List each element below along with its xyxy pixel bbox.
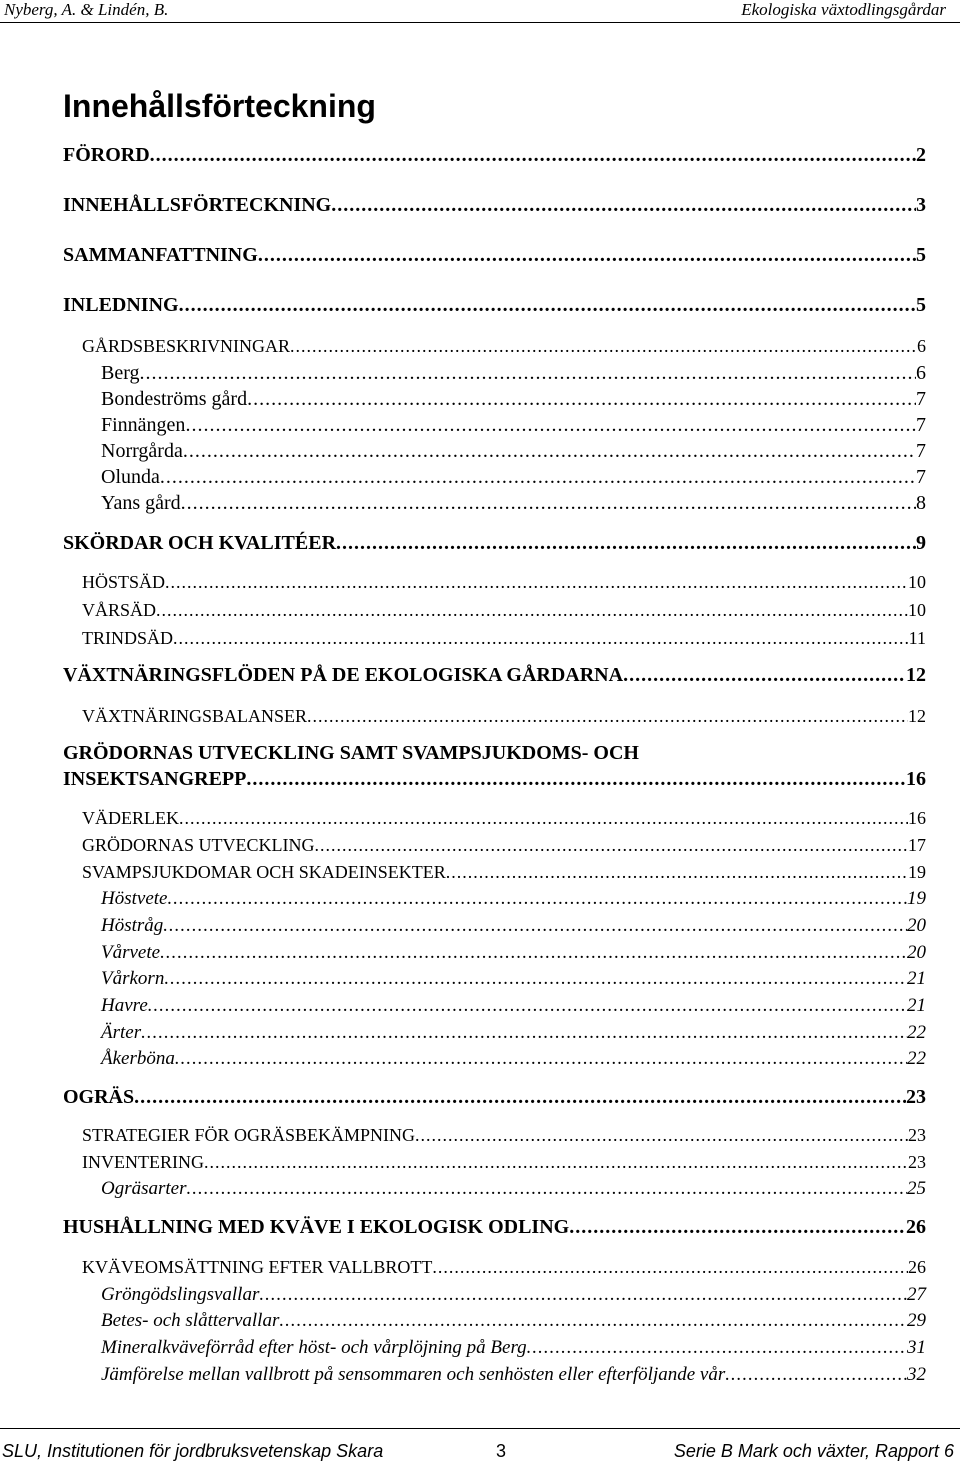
toc-entry-text: Mineralkväveförråd efter höst- och vårplöjning på Berg — [101, 1337, 527, 1358]
toc-entry[interactable] — [101, 942, 926, 970]
toc-leader — [140, 362, 916, 385]
toc-entry[interactable] — [63, 294, 926, 322]
toc-leader — [150, 144, 916, 167]
toc-page-number: 7 — [916, 440, 926, 462]
toc-entry[interactable] — [82, 600, 926, 628]
toc-page-number: 7 — [916, 388, 926, 410]
toc-entry[interactable] — [82, 628, 926, 656]
toc-entry-text: VÄXTNÄRINGSFLÖDEN PÅ DE EKOLOGISKA GÅRDARNA — [63, 664, 624, 686]
toc-entry[interactable] — [82, 1152, 926, 1180]
toc-entry[interactable] — [82, 1125, 926, 1153]
toc-entry[interactable] — [101, 915, 926, 943]
toc-leader — [290, 336, 917, 357]
toc-leader — [315, 835, 909, 856]
toc-page-number: 26 — [908, 1257, 926, 1277]
toc-page-number: 9 — [916, 532, 926, 554]
toc-page-number: 7 — [916, 466, 926, 488]
toc-leader — [173, 628, 909, 649]
toc-page-number: 27 — [907, 1284, 926, 1305]
toc-leader — [160, 942, 907, 964]
toc-page-number: 31 — [907, 1337, 926, 1358]
toc-entry-text: Vårvete — [101, 942, 161, 963]
toc-leader — [204, 1152, 908, 1173]
toc-entry-text: Bondeströms gård — [101, 388, 248, 410]
toc-entry-text: INNEHÅLLSFÖRTECKNING — [63, 194, 332, 216]
toc-entry-text: OGRÄS — [63, 1086, 135, 1108]
toc-page-number: 3 — [916, 194, 926, 216]
toc-leader — [134, 1086, 906, 1109]
toc-entry-text: Norrgårda — [101, 440, 183, 462]
toc-page-number: 8 — [916, 492, 926, 514]
toc-leader — [179, 294, 916, 317]
toc-page-number: 7 — [916, 414, 926, 436]
toc-entry-text: Ogräsarter — [101, 1178, 187, 1199]
toc-leader — [156, 600, 908, 621]
footer-institution: SLU, Institutionen för jordbruksvetenskap Skara — [2, 1441, 384, 1461]
toc-entry[interactable] — [63, 244, 926, 272]
toc-page-number: 19 — [908, 862, 926, 882]
toc-entry-text: Havre — [101, 995, 148, 1016]
toc-page-number: 16 — [906, 768, 926, 790]
toc-entry[interactable] — [63, 664, 926, 692]
toc-entry-text: Höstvete — [101, 888, 168, 909]
toc-entry[interactable] — [63, 194, 926, 222]
toc-entry[interactable] — [101, 492, 926, 520]
toc-page-number: 22 — [907, 1048, 926, 1069]
toc-entry-text: Jämförelse mellan vallbrott på sensommaren och senhösten eller efterföljande vår — [101, 1364, 726, 1385]
toc-page-number: 12 — [906, 664, 926, 686]
toc-page-number: 5 — [916, 294, 926, 316]
toc-entry-text: GÅRDSBESKRIVNINGAR — [82, 336, 291, 356]
toc-entry[interactable] — [101, 466, 926, 494]
toc-entry-text: Yans gård — [101, 492, 181, 514]
toc-leader — [160, 466, 916, 489]
toc-entry-wrapped-line[interactable]: GRÖDORNAS UTVECKLING SAMT SVAMPSJUKDOMS- OCH — [63, 742, 639, 764]
toc-page-number: 22 — [907, 1022, 926, 1043]
toc-entry-text: SAMMANFATTNING — [63, 244, 258, 266]
toc-leader — [187, 1178, 907, 1200]
toc-entry[interactable] — [63, 532, 926, 560]
toc-leader — [163, 915, 907, 937]
toc-entry[interactable] — [101, 968, 926, 996]
toc-page-number: 2 — [916, 144, 926, 166]
toc-entry-text: Gröngödslingsvallar — [101, 1284, 260, 1305]
toc-leader — [247, 388, 916, 411]
toc-page-number: 23 — [906, 1086, 926, 1108]
toc-entry-text: HUSHÅLLNING MED KVÄVE I EKOLOGISK ODLING — [63, 1216, 570, 1238]
toc-page-number: 25 — [907, 1178, 926, 1199]
toc-page-number: 10 — [908, 572, 926, 592]
toc-page-number: 6 — [917, 336, 926, 356]
toc-page-number: 23 — [908, 1125, 926, 1145]
toc-entry[interactable] — [82, 1257, 926, 1285]
toc-entry-text: Höstråg — [101, 915, 164, 936]
toc-page-number: 6 — [916, 362, 926, 384]
toc-entry[interactable] — [101, 1178, 926, 1206]
toc-entry[interactable] — [82, 808, 926, 836]
toc-entry[interactable] — [82, 862, 926, 890]
toc-entry-text: FÖRORD — [63, 144, 150, 166]
toc-leader — [527, 1337, 907, 1359]
toc-entry[interactable] — [82, 572, 926, 600]
toc-entry-text: INSEKTSANGREPP — [63, 768, 247, 790]
toc-entry[interactable] — [82, 835, 926, 863]
toc-entry-text: VÄDERLEK — [82, 808, 179, 828]
toc-entry[interactable] — [101, 414, 926, 442]
toc-entry[interactable] — [63, 1216, 926, 1244]
running-footer — [0, 1428, 960, 1465]
toc-leader — [165, 572, 908, 593]
footer-page-number: 3 — [496, 1441, 507, 1461]
toc-leader — [432, 1257, 908, 1278]
toc-entry[interactable] — [101, 362, 926, 390]
toc-page-number: 20 — [907, 942, 926, 963]
toc-entry[interactable] — [101, 1022, 926, 1050]
toc-leader — [259, 1284, 907, 1306]
toc-entry-text: Finnängen — [101, 414, 186, 436]
toc-entry-text: STRATEGIER FÖR OGRÄSBEKÄMPNING — [82, 1125, 416, 1145]
toc-leader — [446, 862, 908, 883]
toc-leader — [415, 1125, 908, 1146]
toc-page-number: 21 — [907, 995, 926, 1016]
toc-entry-text: Berg — [101, 362, 140, 384]
toc-leader — [179, 808, 908, 829]
toc-leader — [164, 968, 907, 990]
toc-page-number: 5 — [916, 244, 926, 266]
toc-leader — [279, 1310, 907, 1332]
toc-leader — [183, 440, 916, 463]
toc-leader — [148, 995, 907, 1017]
toc-entry-text: GRÖDORNAS UTVECKLING — [82, 835, 315, 855]
toc-leader — [185, 414, 916, 437]
toc-entry-text: Olunda — [101, 466, 160, 488]
toc-leader — [307, 706, 908, 727]
toc-leader — [181, 492, 916, 515]
page-title: Innehållsförteckning — [63, 88, 376, 124]
toc-page-number: 26 — [906, 1216, 926, 1238]
toc-entry-text: Ärter — [101, 1022, 142, 1043]
toc-leader — [331, 194, 916, 217]
toc-entry-text: Vårkorn — [101, 968, 165, 989]
toc-entry[interactable] — [101, 995, 926, 1023]
toc-entry[interactable] — [101, 888, 926, 916]
toc-page-number: 32 — [907, 1364, 926, 1385]
toc-entry-text: HÖSTSÄD — [82, 572, 166, 592]
toc-entry[interactable] — [63, 1086, 926, 1114]
toc-entry[interactable] — [101, 1310, 926, 1338]
toc-page-number: 11 — [908, 628, 926, 648]
toc-entry[interactable] — [101, 1364, 926, 1392]
toc-entry[interactable] — [82, 336, 926, 364]
toc-entry[interactable] — [101, 440, 926, 468]
toc-entry-text: INVENTERING — [82, 1152, 204, 1172]
toc-entry-text: SKÖRDAR OCH KVALITÉER — [63, 532, 337, 554]
toc-entry[interactable] — [101, 388, 926, 416]
toc-page-number: 12 — [908, 706, 926, 726]
toc-entry-text: VÄXTNÄRINGSBALANSER — [82, 706, 308, 726]
toc-entry[interactable] — [101, 1048, 926, 1076]
toc-leader — [167, 888, 907, 910]
toc-entry-text: INLEDNING — [63, 294, 179, 316]
toc-page-number: 21 — [907, 968, 926, 989]
toc-leader — [623, 664, 906, 687]
toc-leader — [336, 532, 916, 555]
toc-leader — [725, 1364, 907, 1386]
toc-entry-text: TRINDSÄD — [82, 628, 174, 648]
toc-entry-text: Åkerböna — [101, 1048, 175, 1069]
toc-page-number: 29 — [907, 1310, 926, 1331]
toc-leader — [141, 1022, 907, 1044]
toc-page-number: 16 — [908, 808, 926, 828]
toc-entry-text: VÅRSÄD — [82, 600, 157, 620]
toc-entry[interactable] — [101, 1337, 926, 1365]
header-authors: Nyberg, A. & Lindén, B. — [4, 0, 169, 19]
toc-leader — [258, 244, 916, 267]
toc-page-number: 17 — [908, 835, 926, 855]
toc-entry[interactable] — [101, 1284, 926, 1312]
toc-entry-text: SVAMPSJUKDOMAR OCH SKADEINSEKTER — [82, 862, 446, 882]
toc-entry-text: KVÄVEOMSÄTTNING EFTER VALLBROTT — [82, 1257, 433, 1277]
toc-entry[interactable] — [82, 706, 926, 734]
toc-entry[interactable] — [63, 768, 926, 796]
toc-leader — [246, 768, 906, 791]
toc-entry-text: Betes- och slåttervallar — [101, 1310, 280, 1331]
toc-page-number: 19 — [907, 888, 926, 909]
toc-page-number: 23 — [908, 1152, 926, 1172]
toc-leader — [175, 1048, 907, 1070]
toc-leader — [569, 1216, 906, 1239]
header-title: Ekologiska växtodlingsgårdar — [741, 0, 946, 19]
toc-entry[interactable] — [63, 144, 926, 172]
toc-page-number: 20 — [907, 915, 926, 936]
footer-series: Serie B Mark och växter, Rapport 6 — [673, 1441, 954, 1461]
toc-page-number: 10 — [908, 600, 926, 620]
